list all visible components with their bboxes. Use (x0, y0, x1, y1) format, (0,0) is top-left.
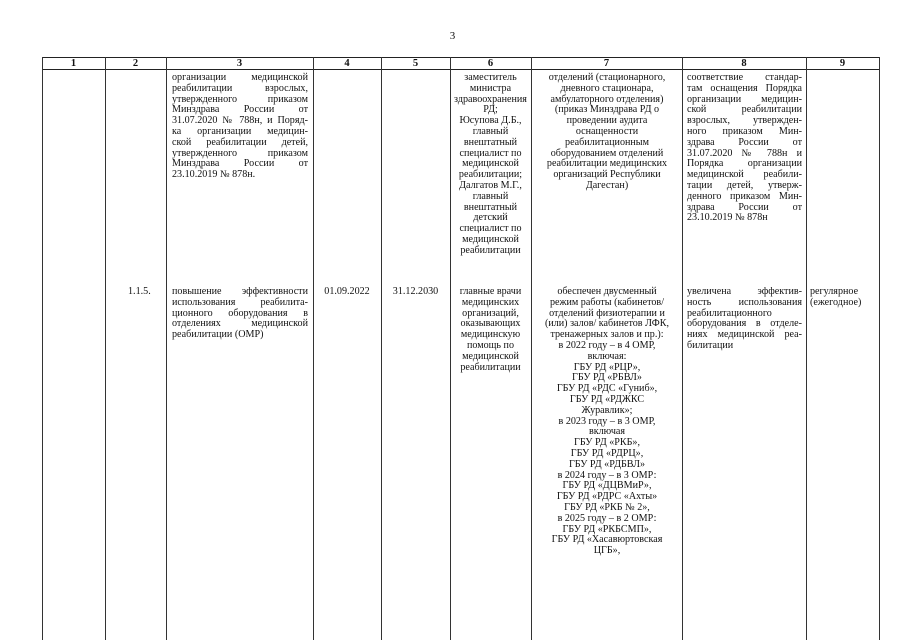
text-line: ка организации медицин- (172, 125, 308, 137)
text-line: проведении аудита (566, 115, 648, 127)
column-number: 2 (132, 58, 139, 69)
column-divider (42, 57, 43, 640)
text-line: билитации (687, 339, 734, 351)
start-date-text: 01.09.2022 (324, 286, 370, 297)
text-line: дневного стационара, (560, 82, 654, 94)
text-line: Юсупова Д.Б., (459, 115, 522, 127)
column-number: 9 (839, 58, 846, 69)
column-divider (381, 57, 382, 640)
text-line: ГБУ РД «ДЦВМиР», (562, 480, 652, 492)
text-line: отделениях медицинской (172, 318, 308, 330)
continuation-indicator-text (687, 73, 802, 224)
column-divider (450, 57, 451, 640)
text-line: в 2024 году – в 3 ОМР: (557, 469, 657, 481)
text-line: медицинскую (460, 329, 521, 341)
text-line: организаций, (462, 307, 519, 319)
column-number: 5 (412, 58, 419, 69)
text-line: 23.10.2019 № 878н. (172, 169, 256, 181)
end-date (382, 287, 449, 298)
text-line: ской реабилитации детей, (172, 136, 308, 148)
text-line: внештатный (463, 201, 518, 213)
text-line: в 2022 году – в 4 ОМР, (558, 339, 656, 351)
text-line: ГБУ РД «РДЖКС (569, 393, 645, 405)
text-line: специалист по (459, 147, 522, 159)
text-line: организации медицинской (172, 72, 308, 83)
text-line: реабилитационного (687, 307, 772, 319)
column-number: 8 (741, 58, 747, 69)
text-line: Минздрава России от (172, 104, 308, 116)
text-line: ГБУ РД «РКБ № 2», (564, 501, 650, 513)
text-line: ГБУ РД «РЦР», (573, 361, 641, 373)
column-number: 6 (487, 58, 494, 69)
text-line: ГБУ РД «РДРЦ», (570, 447, 644, 459)
text-line: режим работы (кабинетов/ (549, 296, 664, 308)
text-line: ГБУ РД «РДРС «Ахты» (556, 491, 658, 503)
text-line: ционного оборудования в (172, 307, 308, 319)
text-line: (приказ Минздрава РД о (554, 104, 660, 116)
text-line: реабилитации; (458, 169, 523, 181)
text-line: ГБУ РД «Хасавюртовская (551, 534, 663, 546)
text-line: реабилитации медицинских (546, 158, 668, 170)
text-line: тации детей, утверж- (687, 179, 802, 191)
plan-table (42, 57, 880, 640)
text-line: здравоохранения (454, 93, 527, 105)
text-line: реабилитации (ОМР) (172, 329, 264, 341)
text-line: Порядка организации (687, 158, 802, 170)
column-number: 4 (344, 58, 350, 69)
text-line: медицинской (462, 350, 519, 362)
text-line: в 2023 году – в 3 ОМР, (558, 415, 656, 427)
measure-text (172, 287, 308, 341)
text-line: обеспечен двусменный (557, 286, 657, 297)
text-line: медицинской (462, 233, 519, 245)
row-number-text: 1.1.5. (128, 286, 151, 297)
text-line: 31.07.2020 № 788н и (687, 147, 802, 159)
text-line: ЦГБ», (593, 545, 621, 557)
text-line: министра (469, 82, 512, 94)
text-line: ного приказом Мин- (687, 125, 802, 137)
text-line: регулярное (810, 286, 859, 297)
column-number: 7 (603, 58, 610, 69)
text-line: медицинской реабили- (687, 169, 802, 181)
page-number: 3 (449, 30, 456, 42)
text-line: здрава России от (687, 136, 802, 148)
text-line: утвержденного приказом (172, 147, 308, 159)
column-number: 1 (70, 58, 77, 69)
text-line: (или) залов/ кабинетов ЛФК, (544, 318, 670, 330)
periodicity-text (810, 287, 878, 309)
text-line: в 2025 году – в 2 ОМР: (557, 512, 657, 524)
text-line: использования реабилита- (172, 296, 308, 308)
text-line: здрава России от (687, 201, 802, 213)
continuation-procedure-text (172, 73, 308, 181)
text-line: внештатный (463, 136, 518, 148)
text-line: денного приказом Мин- (687, 190, 802, 202)
text-line: главный (472, 190, 509, 202)
text-line: повышение эффективности (172, 286, 308, 297)
text-line: увеличена эффектив- (687, 286, 802, 297)
continuation-responsible-list (452, 73, 529, 257)
text-line: заместитель (464, 72, 517, 83)
text-line: ГБУ РД «РДС «Гуниб», (556, 383, 658, 395)
text-line: амбулаторного отделения) (550, 93, 664, 105)
start-date (314, 287, 380, 298)
text-line: оборудованием отделений (550, 147, 664, 159)
text-line: реабилитации (460, 361, 521, 373)
text-line: реабилитационным (565, 136, 649, 148)
text-line: ниях медицинской реа- (687, 329, 802, 341)
text-line: главный (472, 125, 509, 137)
text-line: включая (588, 426, 626, 438)
column-divider (806, 57, 807, 640)
text-line: тренажерных залов и пр.): (550, 329, 664, 341)
text-line: ность использования (687, 296, 802, 308)
text-line: специалист по (459, 223, 522, 235)
text-line: там оснащения Порядка (687, 82, 802, 94)
text-line: реабилитации (460, 244, 521, 256)
text-line: взрослых, утвержден- (687, 115, 802, 127)
text-line: главные врачи (459, 286, 522, 297)
column-number: 3 (236, 58, 243, 69)
text-line: помощь по (466, 339, 515, 351)
text-line: медицинской (462, 158, 519, 170)
text-line: детский (473, 212, 508, 224)
text-line: оснащенности (575, 125, 639, 137)
text-line: ГБУ РД «РБВЛ» (572, 372, 642, 384)
text-line: организации медицин- (687, 93, 802, 105)
text-line: ГБУ РД «РКБ», (574, 437, 640, 449)
responsible-list (452, 287, 529, 373)
text-line: Минздрава России от (172, 158, 308, 170)
result-text (534, 287, 680, 557)
text-line: оказывающих (460, 318, 521, 330)
header-bottom-border (42, 69, 880, 70)
column-divider (166, 57, 167, 640)
text-line: РД; (483, 104, 498, 116)
end-date-text: 31.12.2030 (392, 286, 439, 297)
continuation-result-text (534, 73, 680, 192)
text-line: медицинских (461, 296, 520, 308)
text-line: Дагестан) (585, 179, 629, 191)
text-line: ГБУ РД «РДБВЛ» (568, 458, 646, 470)
text-line: ской реабилитации (687, 104, 802, 116)
text-line: соответствие стандар- (687, 72, 802, 83)
column-divider (531, 57, 532, 640)
text-line: Далгатов М.Г., (459, 179, 522, 191)
indicator-text (687, 287, 802, 352)
text-line: оборудования в отделе- (687, 318, 802, 330)
column-divider (105, 57, 106, 640)
row-number (128, 287, 164, 298)
text-line: включая: (587, 350, 627, 362)
text-line: 31.07.2020 № 788н, и Поряд- (172, 115, 308, 127)
text-line: Журавлик»; (581, 404, 633, 416)
text-line: ГБУ РД «РКБСМП», (562, 523, 652, 535)
column-divider (682, 57, 683, 640)
column-divider (879, 57, 880, 640)
column-divider (313, 57, 314, 640)
text-line: отделений физиотерапии и (549, 307, 665, 319)
text-line: организаций Республики (553, 169, 661, 181)
text-line: утвержденного приказом (172, 93, 308, 105)
text-line: (ежегодное) (810, 296, 862, 308)
text-line: отделений (стационарного, (548, 72, 666, 83)
text-line: 23.10.2019 № 878н (687, 212, 768, 224)
text-line: реабилитации взрослых, (172, 82, 308, 94)
